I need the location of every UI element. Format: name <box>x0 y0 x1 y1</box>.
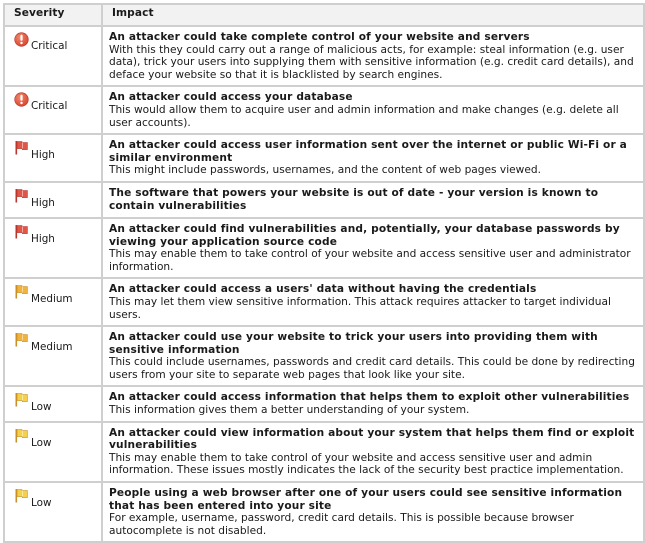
severity-cell <box>4 182 102 218</box>
impact-description: This may let them view sensitive information. This attack requires attacker to target individual users. <box>109 295 611 321</box>
high-flag-icon <box>14 224 29 239</box>
impact-title: An attacker could access your database <box>109 91 353 104</box>
critical-exclamation-icon <box>14 92 29 107</box>
impact-description: This would allow them to acquire user and admin information and make changes (e.g. delete all user accounts). <box>109 103 619 129</box>
severity-label: Critical <box>31 100 68 113</box>
severity-cell <box>4 422 102 482</box>
medium-flag-icon <box>14 332 29 347</box>
severity-label: High <box>31 149 55 162</box>
severity-cell <box>4 26 102 86</box>
table-row <box>4 422 644 482</box>
table-row <box>4 278 644 326</box>
impact-cell <box>102 218 644 278</box>
impact-description: This may enable them to take control of your website and access sensitive user and administrator information. <box>109 248 631 273</box>
impact-title: An attacker could find vulnerabilities and, potentially, your database passwords by viewing your application source code <box>109 222 620 248</box>
severity-label: Low <box>31 436 52 449</box>
impact-title: An attacker could take complete control of your website and servers <box>109 31 530 43</box>
impact-cell <box>102 278 644 326</box>
vulnerability-table <box>3 3 645 543</box>
table-row <box>4 386 644 421</box>
impact-title: The software that powers your website is out of date - your version is known to contain vulnerabilities <box>109 186 599 212</box>
table-body <box>4 26 644 542</box>
table-row <box>4 326 644 386</box>
critical-exclamation-icon <box>14 32 29 47</box>
table-row <box>4 134 644 182</box>
severity-column-header: Severity <box>4 4 102 26</box>
impact-title: An attacker could use your website to trick your users into providing them with sensitive information <box>109 331 598 356</box>
impact-description: For example, username, password, credit card details. This is possible because browser autocomplete is not disabled. <box>109 512 574 537</box>
impact-description: With this they could carry out a range of malicious acts, for example: steal information (e.g. user data), trick your users into supplying them with sensitive information (e.g. credit card details), and deface your website so that it is blacklisted by search engines. <box>109 43 634 81</box>
low-flag-icon <box>14 392 29 407</box>
severity-label: Medium <box>31 293 73 306</box>
table-row <box>4 218 644 278</box>
low-flag-icon <box>14 428 29 443</box>
severity-cell <box>4 134 102 182</box>
impact-cell <box>102 326 644 386</box>
impact-title: An attacker could access a users' data without having the credentials <box>109 283 537 296</box>
severity-cell <box>4 326 102 386</box>
impact-cell <box>102 86 644 134</box>
impact-title: People using a web browser after one of your users could see sensitive information that has been entered into your site <box>109 487 623 512</box>
impact-description: This information gives them a better understanding of your system. <box>109 404 470 417</box>
impact-column-header: Impact <box>102 4 644 26</box>
severity-label: Low <box>31 497 52 510</box>
severity-cell <box>4 482 102 542</box>
severity-label: Critical <box>31 40 68 52</box>
low-flag-icon <box>14 488 29 503</box>
impact-cell <box>102 386 644 421</box>
table-row <box>4 86 644 134</box>
table-header-row <box>4 4 644 26</box>
severity-cell <box>4 278 102 326</box>
impact-description: This may enable them to take control of your website and access sensitive user and admin information. These issues mostly indicates the lack of the security best practice implementation. <box>109 451 624 477</box>
severity-label: High <box>31 232 55 245</box>
impact-description: This could include usernames, passwords and credit card details. This could be done by redirecting users from your site to separate web pages that look like your site. <box>109 356 635 381</box>
severity-label: Medium <box>31 341 73 354</box>
impact-cell <box>102 182 644 218</box>
impact-cell <box>102 134 644 182</box>
severity-cell <box>4 218 102 278</box>
table-row <box>4 182 644 218</box>
table-row <box>4 482 644 542</box>
high-flag-icon <box>14 188 29 203</box>
severity-label: Low <box>31 401 52 414</box>
impact-title: An attacker could access user information sent over the internet or public Wi-Fi or a similar environment <box>109 139 627 164</box>
severity-cell <box>4 386 102 421</box>
impact-cell <box>102 422 644 482</box>
severity-label: High <box>31 196 55 209</box>
high-flag-icon <box>14 140 29 155</box>
medium-flag-icon <box>14 284 29 299</box>
impact-cell <box>102 482 644 542</box>
impact-title: An attacker could access information that helps them to exploit other vulnerabilities <box>109 391 630 404</box>
table-row <box>4 26 644 86</box>
impact-cell <box>102 26 644 86</box>
impact-title: An attacker could view information about your system that helps them find or exploit vulnerabilities <box>109 426 635 452</box>
impact-description: This might include passwords, usernames, and the content of web pages viewed. <box>109 164 541 177</box>
severity-cell <box>4 86 102 134</box>
